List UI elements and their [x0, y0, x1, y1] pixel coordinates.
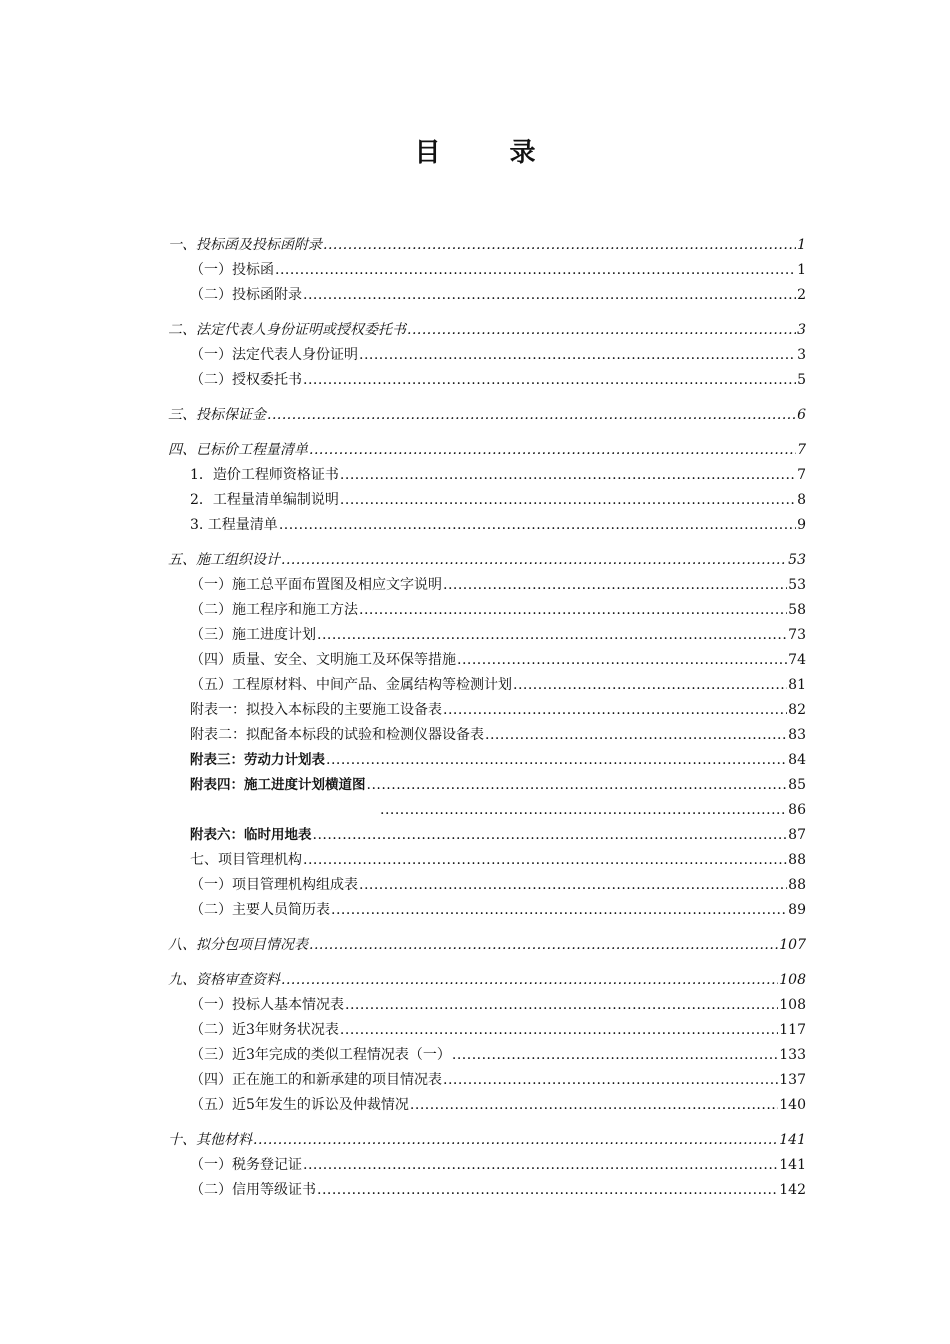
toc-leader-dots: [359, 873, 787, 898]
toc-entry-label: （一）税务登记证: [190, 1157, 302, 1173]
toc-entry[interactable]: [168, 648, 806, 673]
toc-leader-dots: [317, 1178, 778, 1203]
toc-leader-dots: [309, 933, 778, 958]
toc-entry-label: 三、投标保证金: [168, 407, 266, 423]
toc-entry-page-number: 88: [788, 877, 806, 893]
toc-entry-page-number: 142: [779, 1182, 806, 1198]
toc-leader-dots: [326, 748, 787, 773]
toc-entry-label: （二）授权委托书: [190, 372, 302, 388]
table-of-contents: [168, 233, 806, 1203]
toc-entry-page-number: 117: [779, 1022, 806, 1038]
toc-entry-label: （一）项目管理机构组成表: [190, 877, 358, 893]
toc-leader-dots: [407, 318, 796, 343]
toc-entry-label: （一）法定代表人身份证明: [190, 347, 358, 363]
toc-entry-label: 四、已标价工程量清单: [168, 442, 308, 458]
toc-entry-label: （四）正在施工的和新承建的项目情况表: [190, 1072, 442, 1088]
toc-entry[interactable]: [168, 258, 806, 283]
toc-entry[interactable]: [168, 898, 806, 923]
toc-entry-page-number: 53: [788, 552, 806, 568]
toc-entry[interactable]: [168, 283, 806, 308]
toc-entry-label: （二）投标函附录: [190, 287, 302, 303]
toc-leader-dots: [275, 258, 796, 283]
toc-entry[interactable]: [168, 1128, 806, 1153]
toc-entry-page-number: 133: [779, 1047, 806, 1063]
toc-leader-dots: [303, 368, 796, 393]
toc-entry[interactable]: [168, 438, 806, 463]
toc-entry-label: 十、其他材料: [168, 1132, 252, 1148]
toc-entry[interactable]: [168, 1153, 806, 1178]
toc-entry-label: （二）信用等级证书: [190, 1182, 316, 1198]
toc-entry[interactable]: [168, 463, 806, 488]
toc-entry-page-number: 141: [779, 1157, 806, 1173]
toc-entry-label: 九、资格审查资料: [168, 972, 280, 988]
toc-entry[interactable]: [168, 1178, 806, 1203]
toc-leader-dots: [359, 343, 796, 368]
toc-entry-label: 二、法定代表人身份证明或授权委托书: [168, 322, 406, 338]
toc-entry-page-number: 1: [797, 262, 806, 278]
toc-entry[interactable]: [168, 343, 806, 368]
toc-entry-page-number: 89: [788, 902, 806, 918]
toc-entry[interactable]: [168, 548, 806, 573]
toc-entry-label: 五、施工组织设计: [168, 552, 280, 568]
toc-entry-label: （五）近5年发生的诉讼及仲裁情况: [190, 1097, 409, 1113]
toc-entry-label: （三）近3年完成的类似工程情况表（一）: [190, 1047, 451, 1063]
toc-entry-label: （一）投标人基本情况表: [190, 997, 344, 1013]
toc-leader-dots: [323, 233, 796, 258]
toc-entry-label: （三）施工进度计划: [190, 627, 316, 643]
toc-entry-page-number: 9: [797, 517, 806, 533]
toc-leader-dots: [267, 403, 796, 428]
toc-entry[interactable]: [168, 798, 806, 823]
toc-entry[interactable]: [168, 318, 806, 343]
toc-entry-label: 附表一：拟投入本标段的主要施工设备表: [190, 702, 442, 718]
toc-entry[interactable]: [168, 1043, 806, 1068]
toc-entry[interactable]: [168, 673, 806, 698]
toc-leader-dots: [317, 623, 787, 648]
toc-leader-dots: [279, 513, 796, 538]
toc-entry-page-number: 7: [797, 467, 806, 483]
toc-leader-dots: [309, 438, 796, 463]
toc-entry[interactable]: [168, 403, 806, 428]
toc-entry[interactable]: [168, 623, 806, 648]
toc-entry-page-number: 6: [797, 407, 806, 423]
toc-entry[interactable]: [168, 513, 806, 538]
toc-entry[interactable]: [168, 873, 806, 898]
toc-leader-dots: [303, 283, 796, 308]
toc-entry-page-number: 88: [788, 852, 806, 868]
toc-entry-page-number: 85: [788, 777, 806, 793]
toc-entry-page-number: 86: [788, 802, 806, 818]
toc-entry-page-number: 1: [797, 237, 806, 253]
toc-entry[interactable]: [168, 748, 806, 773]
toc-entry-label: 2．工程量清单编制说明: [190, 492, 339, 508]
toc-entry[interactable]: [168, 698, 806, 723]
toc-entry[interactable]: [168, 1093, 806, 1118]
toc-entry-page-number: 82: [788, 702, 806, 718]
toc-entry[interactable]: [168, 933, 806, 958]
toc-entry-page-number: 83: [788, 727, 806, 743]
toc-entry[interactable]: [168, 968, 806, 993]
toc-entry-page-number: 74: [788, 652, 806, 668]
toc-leader-dots: [443, 698, 787, 723]
toc-entry[interactable]: [168, 488, 806, 513]
toc-entry-page-number: 141: [779, 1132, 806, 1148]
toc-entry[interactable]: [168, 848, 806, 873]
toc-leader-dots: [281, 968, 778, 993]
toc-entry-label: 3. 工程量清单: [190, 517, 278, 533]
toc-leader-dots: [303, 1153, 778, 1178]
toc-leader-dots: [443, 1068, 778, 1093]
toc-entry-label: （四）质量、安全、文明施工及环保等措施: [190, 652, 456, 668]
toc-entry-label: （一）投标函: [190, 262, 274, 278]
toc-entry-page-number: 5: [797, 372, 806, 388]
toc-entry[interactable]: [168, 233, 806, 258]
toc-leader-dots: [359, 598, 787, 623]
toc-leader-dots: [485, 723, 787, 748]
toc-leader-dots: [340, 463, 796, 488]
toc-leader-dots: [340, 488, 796, 513]
toc-entry-label: （二）主要人员简历表: [190, 902, 330, 918]
toc-entry-page-number: 53: [788, 577, 806, 593]
toc-leader-dots: [340, 1018, 778, 1043]
toc-entry-label: 八、拟分包项目情况表: [168, 937, 308, 953]
toc-leader-dots: [380, 798, 787, 823]
toc-entry[interactable]: [168, 773, 806, 798]
toc-entry[interactable]: [168, 573, 806, 598]
toc-entry[interactable]: [168, 598, 806, 623]
toc-entry-page-number: 7: [797, 442, 806, 458]
toc-entry-label: 七、项目管理机构: [190, 852, 302, 868]
toc-entry-page-number: 58: [788, 602, 806, 618]
toc-entry-page-number: 84: [788, 752, 806, 768]
toc-entry-label: （一）施工总平面布置图及相应文字说明: [190, 577, 442, 593]
toc-entry-label: （二）近3年财务状况表: [190, 1022, 339, 1038]
toc-entry-page-number: 3: [797, 322, 806, 338]
toc-entry-label: 附表二：拟配备本标段的试验和检测仪器设备表: [190, 727, 484, 743]
toc-leader-dots: [253, 1128, 778, 1153]
toc-entry-page-number: 87: [788, 827, 806, 843]
toc-entry[interactable]: [168, 368, 806, 393]
toc-entry-page-number: 107: [779, 937, 806, 953]
toc-leader-dots: [313, 823, 788, 848]
toc-entry-label: 附表三：劳动力计划表: [190, 752, 325, 768]
toc-leader-dots: [513, 673, 787, 698]
toc-entry[interactable]: [168, 993, 806, 1018]
toc-leader-dots: [303, 848, 787, 873]
toc-entry-label: （五）工程原材料、中间产品、金属结构等检测计划: [190, 677, 512, 693]
toc-entry-page-number: 108: [779, 972, 806, 988]
toc-entry-label: 附表六：临时用地表: [190, 827, 312, 843]
toc-leader-dots: [345, 993, 778, 1018]
toc-entry[interactable]: [168, 723, 806, 748]
toc-leader-dots: [443, 573, 787, 598]
page-title: 目 录: [414, 138, 566, 168]
toc-leader-dots: [367, 773, 788, 798]
toc-leader-dots: [331, 898, 787, 923]
toc-entry-page-number: 140: [779, 1097, 806, 1113]
toc-entry-label: 附表四：施工进度计划横道图: [190, 777, 366, 793]
toc-leader-dots: [410, 1093, 778, 1118]
toc-leader-dots: [452, 1043, 778, 1068]
toc-entry-page-number: 3: [797, 347, 806, 363]
toc-entry[interactable]: [168, 1018, 806, 1043]
toc-entry[interactable]: [168, 823, 806, 848]
toc-entry-label: 一、投标函及投标函附录: [168, 237, 322, 253]
toc-entry-page-number: 108: [779, 997, 806, 1013]
toc-leader-dots: [281, 548, 787, 573]
toc-entry-label: （二）施工程序和施工方法: [190, 602, 358, 618]
toc-entry[interactable]: [168, 1068, 806, 1093]
toc-entry-page-number: 2: [797, 287, 806, 303]
toc-entry-page-number: 73: [788, 627, 806, 643]
toc-entry-label: 1．造价工程师资格证书: [190, 467, 339, 483]
toc-entry-page-number: 8: [797, 492, 806, 508]
toc-entry-page-number: 81: [788, 677, 806, 693]
toc-leader-dots: [457, 648, 787, 673]
toc-entry-page-number: 137: [779, 1072, 806, 1088]
